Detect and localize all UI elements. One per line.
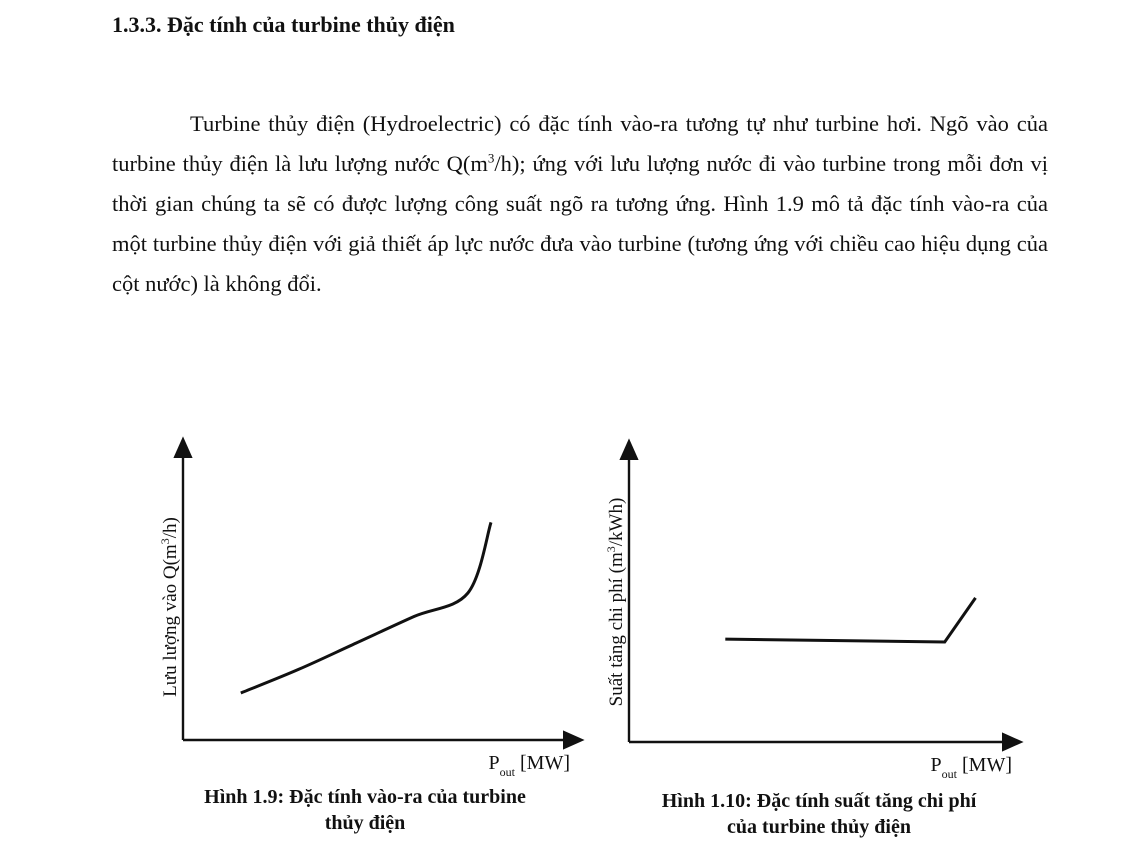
paragraph-part1: Turbine thủy điện (Hydroelectric) có đặc tính vào-ra tương tự như turbine hơi. Ngõ vào của turbine thủy điện là lưu lượng nước Q(m — [112, 111, 1048, 176]
y-axis-label: Suất tăng chi phí $(m^3/kWh)$ — [604, 497, 627, 707]
figure-1-9 — [150, 432, 590, 782]
caption-line1: Hình 1.10: Đặc tính suất tăng chi phí — [661, 790, 977, 812]
body-paragraph — [112, 104, 1048, 304]
caption-line2: của turbine thủy điện — [727, 816, 911, 838]
chart-incremental-cost — [596, 432, 1036, 782]
x-axis-label: $P_{out}$ [MW] — [488, 752, 570, 779]
figure-1-9-caption — [150, 784, 580, 836]
paragraph-superscript: 3 — [487, 150, 495, 166]
y-axis-label: Lưu lượng vào $Q(m^3/h)$ — [158, 517, 181, 697]
section-heading: 1.3.3. Đặc tính của turbine thủy điện — [112, 12, 455, 37]
chart-io-characteristic — [150, 432, 590, 782]
caption-line2: thủy điện — [324, 812, 406, 834]
caption-line1: Hình 1.9: Đặc tính vào-ra của turbine — [204, 786, 526, 808]
x-axis-label: $P_{out}$ [MW] — [930, 754, 1012, 781]
cost-curve — [725, 598, 975, 642]
figure-1-10 — [596, 432, 1036, 782]
figure-1-10-caption — [604, 788, 1034, 840]
io-curve — [241, 522, 491, 693]
paragraph-part2: /h); ứng với lưu lượng nước đi vào turbine trong mỗi đơn vị thời gian chúng ta sẽ có được lượng công suất ngõ ra tương ứng. Hình 1.9 mô tả đặc tính vào-ra của một turbine thủy điện với giả thiết áp lực nước đưa vào turbine (tương ứng với chiều cao hiệu dụng của cột nước) là không đổi. — [112, 151, 1048, 296]
